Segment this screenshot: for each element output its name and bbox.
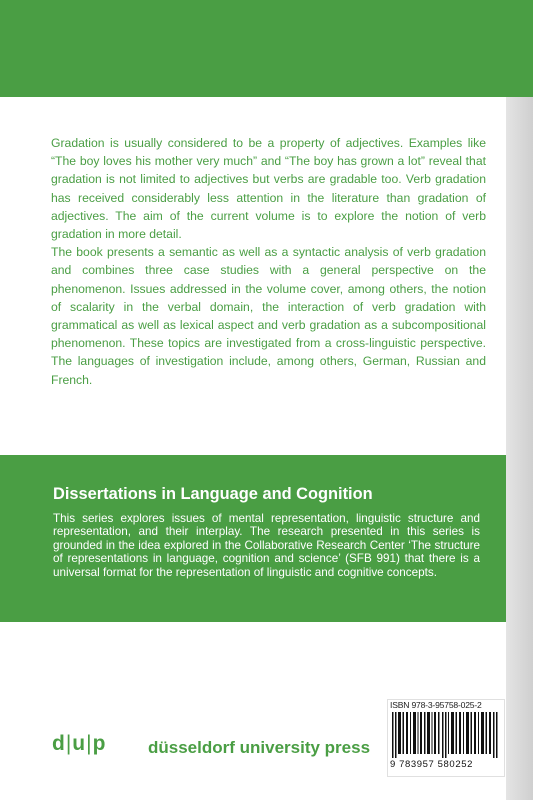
logo-separator: | (86, 732, 93, 755)
logo-letter-d: d (52, 732, 66, 755)
publisher-name: düsseldorf university press (148, 738, 371, 757)
logo-letter-u: u (72, 732, 87, 755)
publisher-logo (52, 732, 106, 756)
back-cover-blurb (51, 134, 486, 389)
logo-separator: | (65, 732, 73, 755)
blurb-paragraph-2: The book presents a semantic as well as a syntactic analysis of verb gradation and combines three case studies with a general perspective on the phenomenon. Issues addressed in the volume cover, among others, the notion of scalarity in the verbal domain, the interaction of verb gradation with grammatical as well as lexical aspect and verb gradation as a subcompositional phenomenon. These topics are investigated from a cross-linguistic perspective. The languages of investigation include, among others, German, Russian and French. (51, 245, 486, 387)
isbn-barcode (387, 699, 505, 777)
barcode-bars (392, 712, 500, 758)
blurb-paragraph-1: Gradation is usually considered to be a property of adjectives. Examples like “The boy loves his mother very much” and “The boy has grown a lot” reveal that gradation is not limited to adjectives but verbs are gradable too. Verb gradation has received considerably less attention in the literature than gradation of adjectives. The aim of the current volume is to explore the notion of verb gradation in more detail. (51, 136, 486, 242)
isbn-label: ISBN 978-3-95758-025-2 (390, 700, 482, 710)
barcode-digits: 9 783957 580252 (390, 759, 473, 770)
spine-edge (506, 97, 533, 800)
series-description: This series explores issues of mental representation, linguistic structure and representation, and their interplay. The research presented in this series is grounded in the idea explored in the Collaborative Research Center ‘The structure of representations in language, cognition and science’ (SFB 991) that there is a universal format for the representation of linguistic and cognitive concepts. (53, 512, 480, 579)
top-color-band (0, 0, 533, 97)
logo-letter-p: p (92, 732, 107, 755)
series-title: Dissertations in Language and Cognition (53, 485, 373, 503)
